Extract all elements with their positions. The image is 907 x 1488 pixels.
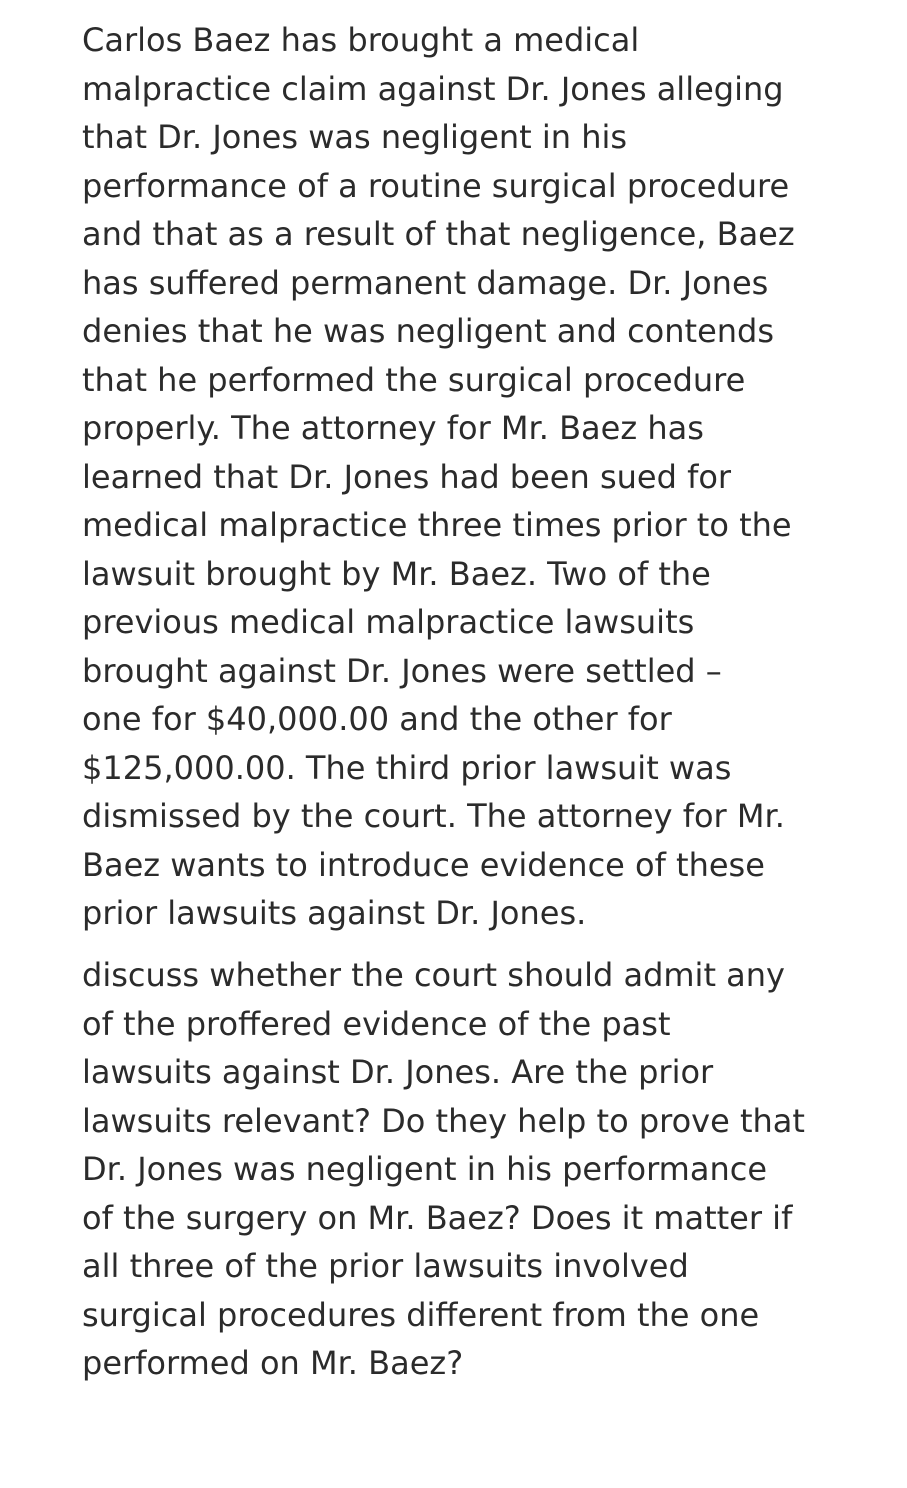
paragraph-line: properly. The attorney for Mr. Baez has (82, 409, 704, 447)
paragraph-line: Dr. Jones was negligent in his performance (82, 1150, 768, 1188)
paragraph-line: that he performed the surgical procedure (82, 360, 746, 399)
paragraph-line: $125,000.00. The third prior lawsuit was (82, 748, 732, 787)
question-paragraph (82, 951, 882, 1388)
paragraph-line: of the surgery on Mr. Baez? Does it matter if (82, 1198, 793, 1237)
scenario-paragraph (82, 16, 882, 938)
paragraph-line: performance of a routine surgical procedure (82, 166, 790, 205)
paragraph-line: lawsuits against Dr. Jones. Are the prior (82, 1053, 714, 1091)
paragraph-line: and that as a result of that negligence, Baez (82, 215, 795, 253)
paragraph-line: prior lawsuits against Dr. Jones. (82, 894, 587, 932)
paragraph-line: that Dr. Jones was negligent in his (82, 118, 628, 156)
paragraph-line: performed on Mr. Baez? (82, 1344, 464, 1382)
paragraph-line: lawsuit brought by Mr. Baez. Two of the (82, 554, 711, 593)
paragraph-line: medical malpractice three times prior to the (82, 506, 792, 544)
paragraph-line: learned that Dr. Jones had been sued for (82, 457, 732, 496)
paragraph-line: of the proffered evidence of the past (82, 1004, 671, 1043)
paragraph-line: brought against Dr. Jones were settled – (82, 651, 722, 690)
paragraph-line: surgical procedures different from the one (82, 1295, 760, 1334)
paragraph-line: discuss whether the court should admit any (82, 956, 785, 994)
paragraph-line: dismissed by the court. The attorney for Mr. (82, 797, 785, 835)
paragraph-line: malpractice claim against Dr. Jones alleging (82, 69, 784, 108)
paragraph-line: Baez wants to introduce evidence of these (82, 845, 765, 884)
paragraph-line: denies that he was negligent and contends (82, 312, 775, 350)
paragraph-line: all three of the prior lawsuits involved (82, 1247, 689, 1285)
paragraph-line: Carlos Baez has brought a medical (82, 21, 640, 59)
paragraph-line: has suffered permanent damage. Dr. Jones (82, 263, 769, 302)
paragraph-line: one for $40,000.00 and the other for (82, 700, 672, 738)
paragraph-line: previous medical malpractice lawsuits (82, 603, 695, 641)
paragraph-line: lawsuits relevant? Do they help to prove that (82, 1101, 805, 1140)
